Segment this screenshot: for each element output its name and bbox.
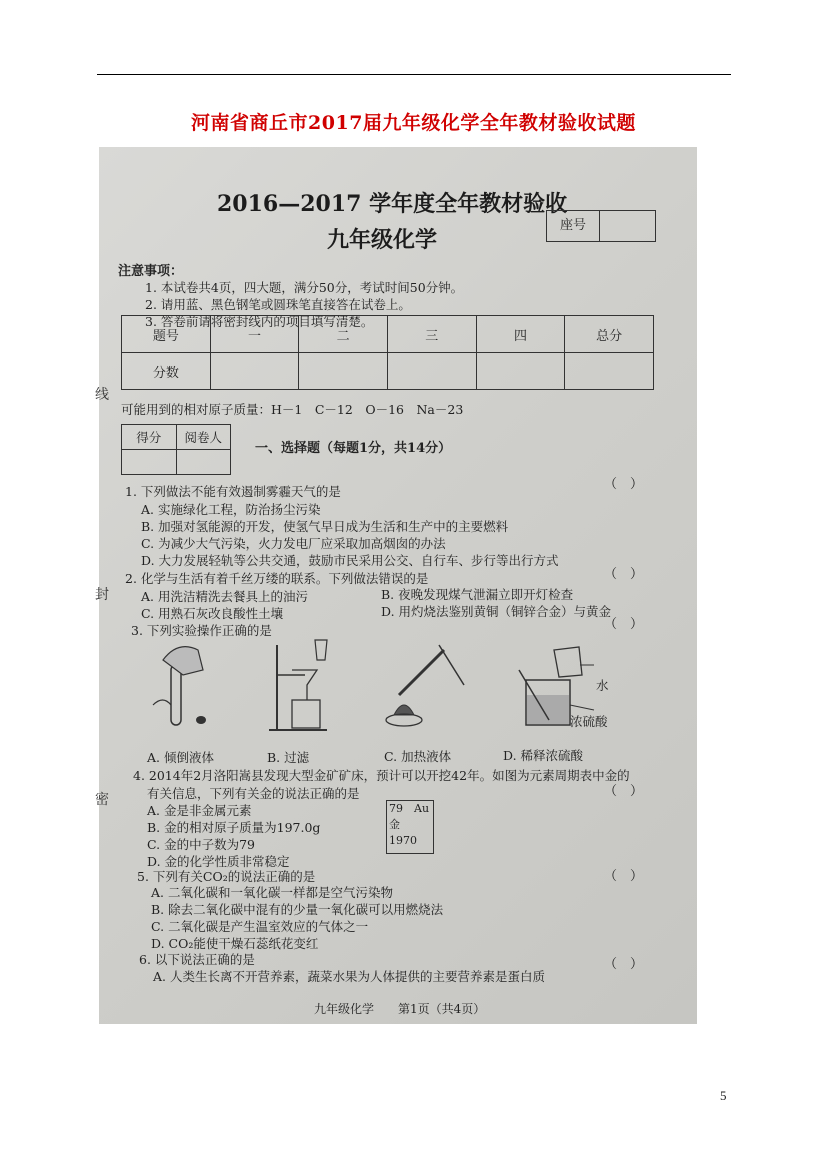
q3-option-b: B. 过滤 <box>267 750 310 765</box>
table-row <box>122 316 654 353</box>
q5-option-d: D. CO₂能使干燥石蕊纸花变红 <box>151 936 319 951</box>
section-heading: 一、选择题（每题1分，共14分） <box>255 441 452 456</box>
exam-footer: 九年级化学 第1页（共4页） <box>314 1002 486 1016</box>
exam-title: 2016—2017 学年度全年教材验收 <box>217 191 568 217</box>
exam-subject: 九年级化学 <box>327 227 438 253</box>
q2-option-c: C. 用熟石灰改良酸性土壤 <box>141 606 284 621</box>
q2-option-b: B. 夜晚发现煤气泄漏立即开灯检查 <box>381 587 574 602</box>
exam-photo <box>95 147 697 1024</box>
label-water: 水 <box>596 678 609 693</box>
note-2: 2. 请用蓝、黑色钢笔或圆珠笔直接答在试卷上。 <box>145 297 411 312</box>
q1-option-d: D. 大力发展轻轨等公共交通，鼓励市民采用公交、自行车、步行等出行方式 <box>141 553 559 568</box>
table-cell: 一 <box>210 316 299 353</box>
question-1: 1. 下列做法不能有效遏制雾霾天气的是 <box>125 484 341 499</box>
answer-paren-2: （ ） <box>604 567 644 582</box>
score-table <box>121 315 654 390</box>
figure-filtration <box>267 635 337 735</box>
table-cell: 二 <box>299 316 388 353</box>
table-cell <box>299 353 388 390</box>
q2-option-a: A. 用洗洁精洗去餐具上的油污 <box>141 589 308 604</box>
margin-char-xian: 线 <box>95 387 109 403</box>
seat-label: 座号 <box>547 211 600 241</box>
grader-table <box>121 424 231 475</box>
q5-option-b: B. 除去二氧化碳中混有的少量一氧化碳可以用燃烧法 <box>151 902 444 917</box>
q3-option-c: C. 加热液体 <box>384 749 452 764</box>
element-name: 金 <box>389 818 400 831</box>
table-cell: 题号 <box>122 316 211 353</box>
seat-number-box <box>546 210 656 242</box>
table-cell <box>565 353 654 390</box>
table-row <box>122 450 231 475</box>
q4-option-c: C. 金的中子数为79 <box>147 837 255 852</box>
answer-paren-1: （ ） <box>604 477 644 492</box>
table-cell <box>387 353 476 390</box>
table-row <box>122 353 654 390</box>
element-mass: 1970 <box>389 834 417 847</box>
q5-option-a: A. 二氧化碳和一氧化碳一样都是空气污染物 <box>151 885 393 900</box>
table-cell <box>122 450 177 475</box>
table-cell: 分数 <box>122 353 211 390</box>
table-cell <box>476 353 565 390</box>
answer-paren-3: （ ） <box>604 617 644 632</box>
question-4-line-1: 4. 2014年2月洛阳嵩县发现大型金矿矿床，预计可以开挖42年。如图为元素周期表中金的 <box>133 768 630 783</box>
q4-option-d: D. 金的化学性质非常稳定 <box>147 854 290 869</box>
table-cell <box>176 450 231 475</box>
q1-option-c: C. 为减少大气污染，火力发电厂应采取加高烟囱的办法 <box>141 536 446 551</box>
q1-option-a: A. 实施绿化工程，防治扬尘污染 <box>141 502 321 517</box>
element-card-gold <box>386 800 434 854</box>
note-1: 1. 本试卷共4页，四大题，满分50分，考试时间50分钟。 <box>145 280 464 295</box>
table-cell: 三 <box>387 316 476 353</box>
q3-option-d: D. 稀释浓硫酸 <box>503 748 584 763</box>
q4-option-a: A. 金是非金属元素 <box>147 803 252 818</box>
question-6: 6. 以下说法正确的是 <box>139 952 255 967</box>
table-row <box>122 425 231 450</box>
table-cell: 得分 <box>122 425 177 450</box>
figure-heating-liquid <box>379 635 479 735</box>
table-cell: 四 <box>476 316 565 353</box>
header-rule <box>97 74 731 75</box>
element-number-symbol: 79 Au <box>389 802 430 815</box>
answer-paren-6: （ ） <box>604 957 644 972</box>
question-5: 5. 下列有关CO₂的说法正确的是 <box>137 869 316 884</box>
q1-option-b: B. 加强对氢能源的开发，使氢气早日成为生活和生产中的主要燃料 <box>141 519 509 534</box>
table-cell <box>210 353 299 390</box>
answer-paren-4: （ ） <box>604 784 644 799</box>
label-conc-sulfuric-acid: 浓硫酸 <box>570 714 608 729</box>
page-number: 5 <box>720 1088 727 1103</box>
table-cell: 总分 <box>565 316 654 353</box>
answer-paren-5: （ ） <box>604 869 644 884</box>
figure-pour-liquid <box>143 635 223 735</box>
margin-char-mi: 密 <box>95 792 109 808</box>
q5-option-c: C. 二氧化碳是产生温室效应的气体之一 <box>151 919 369 934</box>
notes-title: 注意事项： <box>118 264 184 279</box>
q6-option-a: A. 人类生长离不开营养素，蔬菜水果为人体提供的主要营养素是蛋白质 <box>153 969 545 984</box>
margin-char-feng: 封 <box>95 587 109 603</box>
q4-option-b: B. 金的相对原子质量为197.0g <box>147 820 321 835</box>
q2-option-d: D. 用灼烧法鉴别黄铜（铜锌合金）与黄金 <box>381 604 612 619</box>
question-2: 2. 化学与生活有着千丝万缕的联系。下列做法错误的是 <box>125 571 429 586</box>
q3-option-a: A. 倾倒液体 <box>147 750 214 765</box>
atomic-masses: 可能用到的相对原子质量：H－1 C－12 O－16 Na－23 <box>121 402 464 417</box>
question-3: 3. 下列实验操作正确的是 <box>131 623 272 638</box>
document-title: 河南省商丘市2017届九年级化学全年教材验收试题 <box>191 112 636 134</box>
question-4-line-2: 有关信息，下列有关金的说法正确的是 <box>147 786 360 801</box>
table-cell: 阅卷人 <box>176 425 231 450</box>
note-3: 3. 答卷前请将密封线内的项目填写清楚。 <box>145 314 374 329</box>
